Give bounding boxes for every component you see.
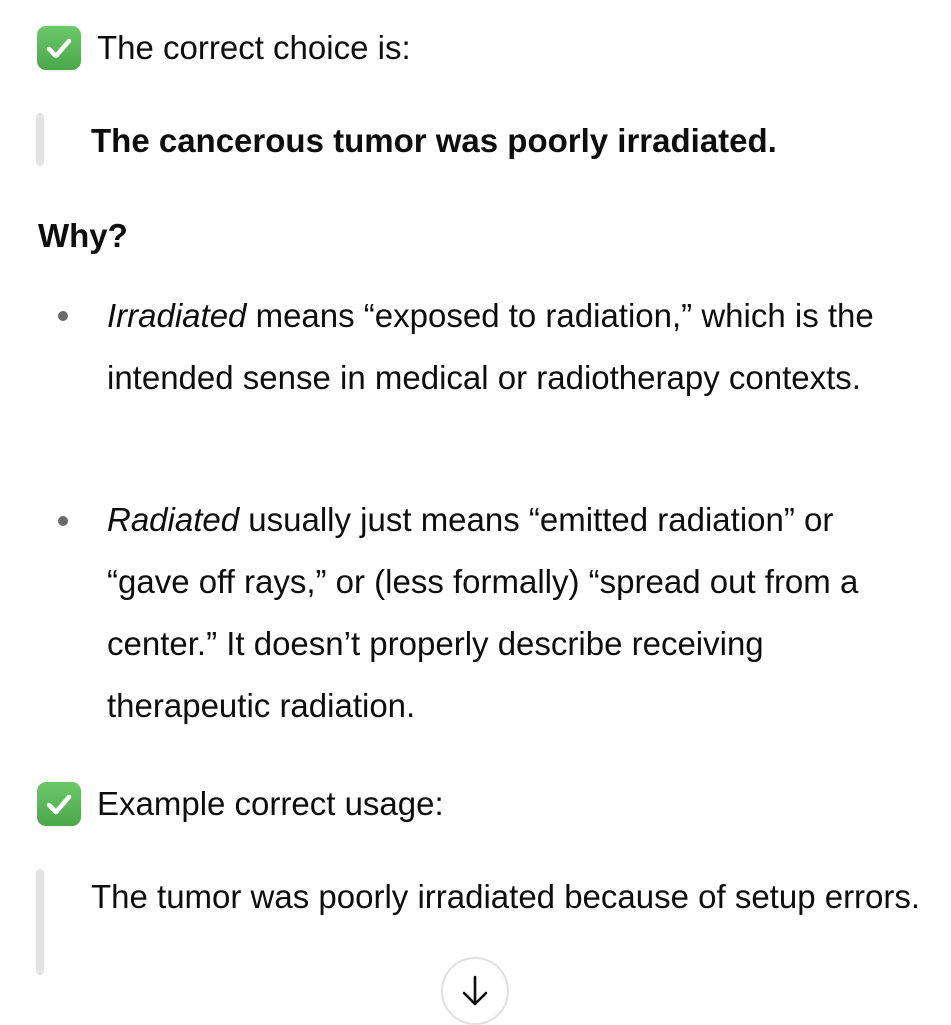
bullet-item-radiated [107,489,917,737]
bullet-term: Irradiated [107,297,247,334]
bullet-body: means “exposed to radiation,” which is the intended sense in medical or radiotherapy contexts. [107,297,874,396]
bullet-item-irradiated [107,285,917,409]
scroll-to-bottom-button[interactable] [441,957,509,1025]
answer-quote: The cancerous tumor was poorly irradiated. [91,122,777,159]
bullet-dot [58,516,68,526]
answer-heading: The correct choice is: [97,29,411,66]
check-mark-icon [37,26,81,70]
example-heading: Example correct usage: [97,785,444,822]
quote-bar [36,869,44,975]
why-heading: Why? [38,217,128,254]
example-quote: The tumor was poorly irradiated because of setup errors. [91,878,921,915]
bullet-term: Radiated [107,501,240,538]
bullet-dot [58,311,68,321]
check-mark-icon [37,782,81,826]
quote-bar [36,113,44,166]
arrow-down-icon [460,974,490,1008]
bullet-body: usually just means “emitted radiation” or “gave off rays,” or (less formally) “spread out from a center.” It doesn’t properly describe receiving therapeutic radiation. [107,501,859,724]
